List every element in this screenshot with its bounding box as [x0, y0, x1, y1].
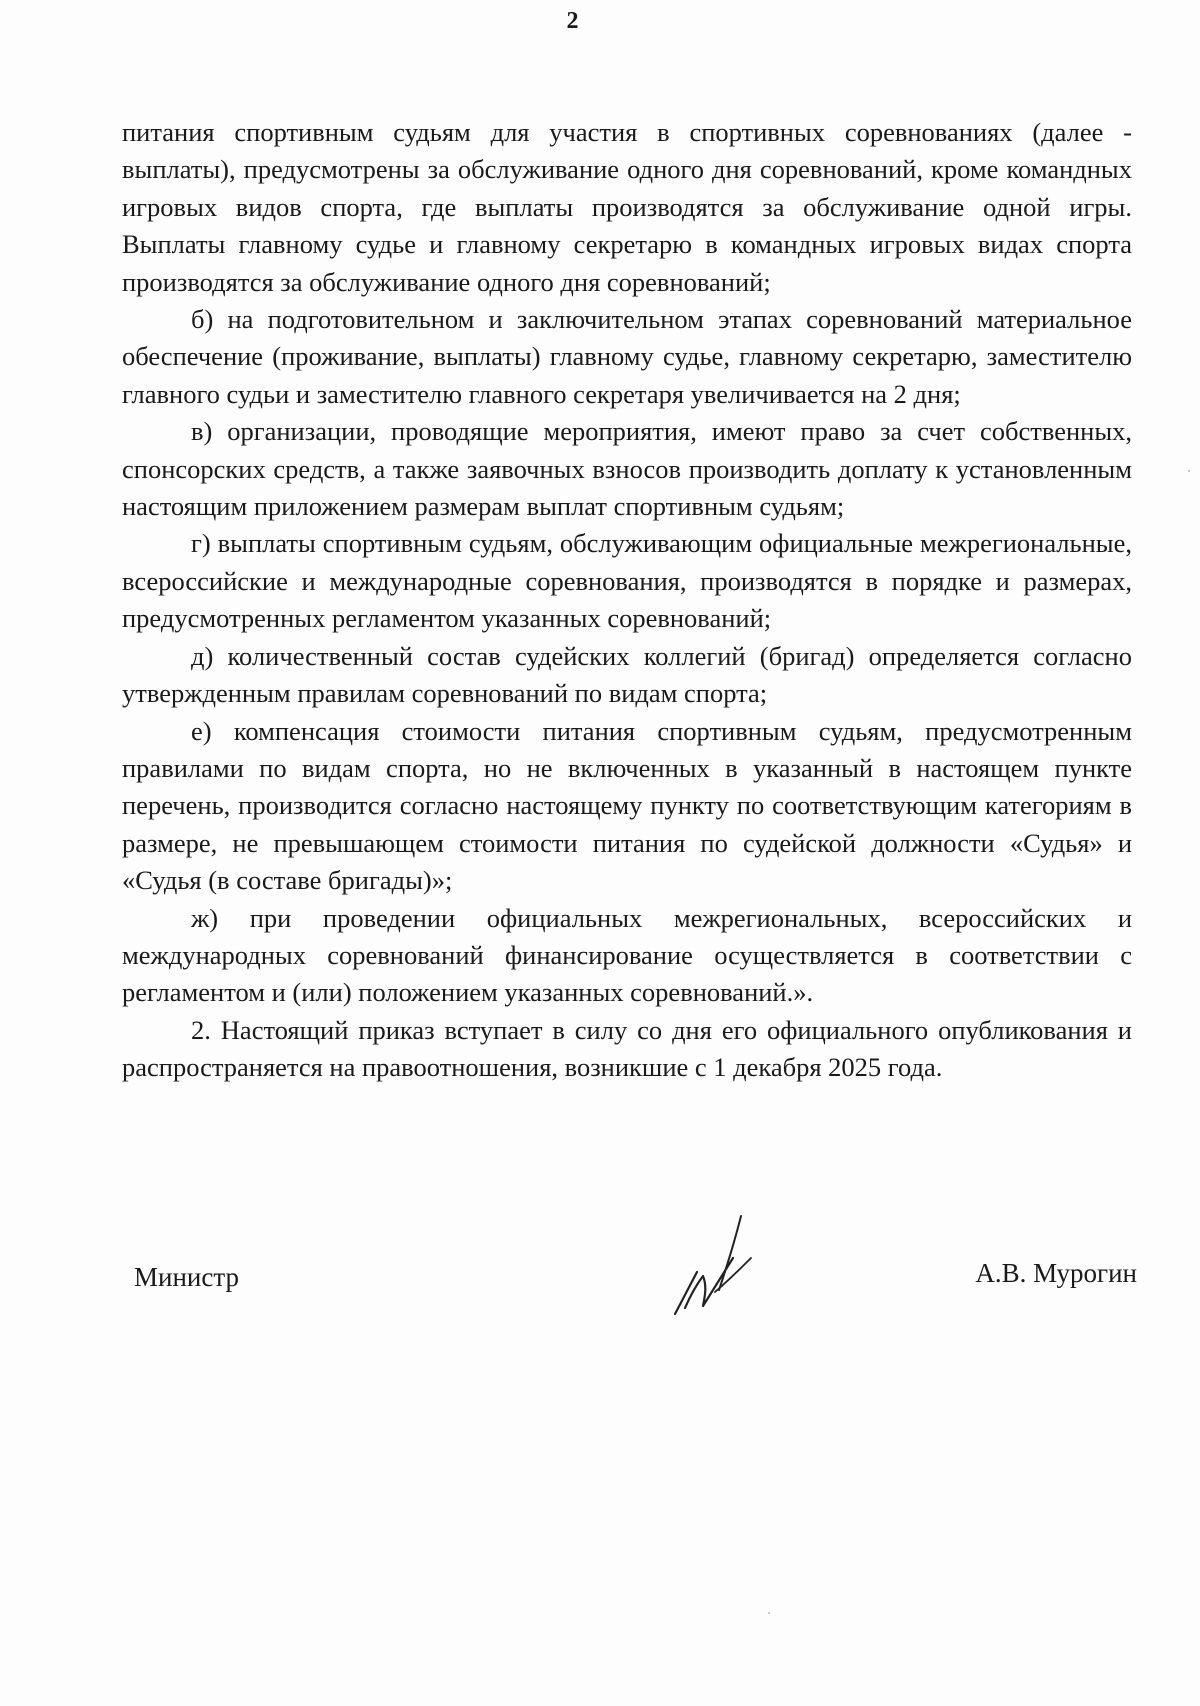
paragraph-item-g: г) выплаты спортивным судьям, обслуживающим официальные межрегиональные, всероссийские и международные соревнования, производятся в порядке и размерах, предусмотренных регламентом указанных соревнований; — [122, 528, 1132, 634]
paragraph-item-d: д) количественный состав судейских коллегий (бригад) определяется согласно утвержденным правилам соревнований по видам спорта; — [122, 640, 1132, 709]
handwritten-signature — [657, 1210, 777, 1320]
paragraph-item-zh: ж) при проведении официальных межрегиональных, всероссийских и международных соревнований финансирование осуществляется в соответствии с регламентом и (или) положением указанных соревнований.». — [122, 902, 1132, 1008]
paragraph-continuation: питания спортивным судьям для участия в спортивных соревнованиях (далее - выплаты), предусмотрены за обслуживание одного дня соревнований, кроме командных игровых видов спорта, где выплаты производятся за обслуживание одной игры. Выплаты главному судье и главному секретарю в командных игровых видах спорта производятся за обслуживание одного дня соревнований; — [122, 117, 1132, 297]
scan-artifact — [768, 1612, 770, 1614]
paragraph-effective-date: 2. Настоящий приказ вступает в силу со дня его официального опубликования и распространяется на правоотношения, возникшие с 1 декабря 2025 года. — [122, 1014, 1132, 1083]
paragraph-item-e: е) компенсация стоимости питания спортивным судьям, предусмотренным правилами по видам спорта, но не включенных в указанный в настоящем пункте перечень, производится согласно настоящему пункту по соответствующим категориям в размере, не превышающем стоимости питания по судейской должности «Судья» и «Судья (в составе бригады)»; — [122, 715, 1132, 896]
paragraph-item-v: в) организации, проводящие мероприятия, имеют право за счет собственных, спонсорских средств, а также заявочных взносов производить доплату к установленным настоящим приложением размерам выплат спортивным судьям; — [122, 416, 1132, 522]
page-number: 2 — [566, 8, 579, 34]
signatory-title: Министр — [134, 1262, 239, 1292]
signature-block — [122, 1210, 1137, 1330]
signatory-name: А.В. Мурогин — [975, 1258, 1137, 1288]
paragraph-item-b: б) на подготовительном и заключительном этапах соревнований материальное обеспечение (проживание, выплаты) главному судье, главному секретарю, заместителю главного судьи и заместителю главного секретаря увеличивается на 2 дня; — [122, 304, 1132, 409]
scan-artifact — [1188, 470, 1190, 472]
document-body — [122, 114, 1132, 1087]
